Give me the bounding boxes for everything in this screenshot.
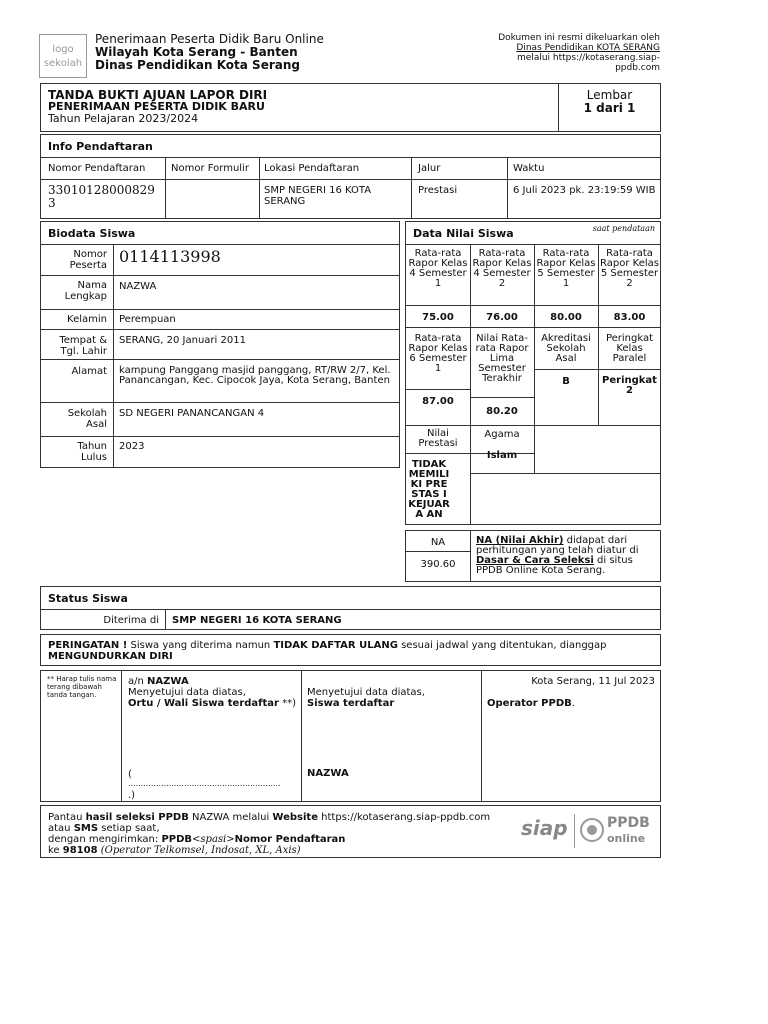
header-line1: Penerimaan Peserta Didik Baru Online bbox=[95, 32, 324, 46]
nilai-h6: Nilai Rata-rata Rapor Lima Semester Terakhir bbox=[475, 333, 529, 384]
status-section-title: Status Siswa bbox=[48, 592, 128, 605]
nilai-h1: Rata-rata Rapor Kelas 4 Semester 1 bbox=[408, 248, 468, 289]
nilai-v5: 87.00 bbox=[422, 396, 454, 407]
value-sekolah-asal: SD NEGERI PANANCANGAN 4 bbox=[119, 408, 265, 419]
na-box bbox=[405, 530, 661, 582]
nilai-v8: Peringkat 2 bbox=[602, 375, 657, 396]
status-box bbox=[40, 586, 661, 630]
nomor-pendaftaran-value: 33010128000829 3 bbox=[48, 183, 155, 210]
na-value: 390.60 bbox=[420, 559, 456, 570]
label-nama-lengkap: Nama Lengkap bbox=[64, 280, 107, 302]
info-pendaftaran-box bbox=[40, 134, 661, 219]
lembar-label: Lembar bbox=[586, 88, 633, 102]
nilai-v9: TIDAK MEMILIKI PRESTAS I KEJUARA AN bbox=[408, 459, 450, 520]
siap-logo: siap bbox=[521, 816, 568, 840]
ppdb-emblem-icon bbox=[579, 815, 605, 845]
nilai-v4: 83.00 bbox=[613, 312, 646, 323]
nilai-v10: Islam bbox=[486, 450, 518, 461]
col-waktu: Waktu bbox=[513, 163, 545, 174]
nilai-h5: Rata-rata Rapor Kelas 6 Semester 1 bbox=[408, 333, 468, 374]
label-alamat: Alamat bbox=[71, 366, 107, 377]
nilai-h2: Rata-rata Rapor Kelas 4 Semester 2 bbox=[472, 248, 532, 289]
value-nama-lengkap: NAZWA bbox=[119, 281, 157, 292]
value-kelamin: Perempuan bbox=[119, 314, 176, 325]
title-box bbox=[40, 83, 661, 132]
title-line3: Tahun Pelajaran 2023/2024 bbox=[48, 112, 199, 125]
biodata-box bbox=[40, 221, 400, 468]
value-nomor-peserta: 0114113998 bbox=[119, 247, 221, 266]
biodata-section-title: Biodata Siswa bbox=[48, 227, 136, 240]
ortu-paren-close: .) bbox=[128, 790, 136, 801]
nilai-h3: Rata-rata Rapor Kelas 5 Semester 1 bbox=[536, 248, 596, 289]
footer-box bbox=[40, 805, 661, 858]
nilai-note: saat pendataan bbox=[592, 224, 655, 233]
info-section-title: Info Pendaftaran bbox=[48, 140, 153, 153]
siswa-label: Siswa terdaftar bbox=[307, 698, 395, 709]
label-kelamin: Kelamin bbox=[67, 314, 107, 325]
nilai-h4: Rata-rata Rapor Kelas 5 Semester 2 bbox=[600, 248, 659, 289]
label-nomor-peserta: Nomor Peserta bbox=[69, 249, 107, 271]
doc-note: Dokumen ini resmi dikeluarkan oleh Dinas Pendidikan KOTA SERANG melalui https://kotaserang.siap- ppdb.com bbox=[498, 33, 660, 73]
ortu-dots: ............................................................ bbox=[128, 779, 281, 788]
na-label: NA bbox=[430, 537, 446, 548]
title-line1: TANDA BUKTI AJUAN LAPOR DIRI bbox=[48, 88, 268, 102]
an-name: a/n NAZWA bbox=[128, 676, 189, 687]
agree-siswa: Menyetujui data diatas, bbox=[307, 687, 425, 698]
signature-note: ** Harap tulis nama terang dibawah tanda tangan. bbox=[47, 675, 117, 699]
nilai-v2: 76.00 bbox=[486, 312, 518, 323]
lokasi-value: SMP NEGERI 16 KOTA SERANG bbox=[264, 185, 372, 207]
nilai-section-title: Data Nilai Siswa bbox=[413, 227, 514, 240]
nilai-h7: Akreditasi Sekolah Asal bbox=[541, 333, 591, 364]
label-tempat-tgl-lahir: Tempat & Tgl. Lahir bbox=[59, 335, 107, 357]
label-sekolah-asal: Sekolah Asal bbox=[67, 408, 107, 430]
ortu-paren-open: ( bbox=[128, 769, 132, 780]
col-lokasi: Lokasi Pendaftaran bbox=[264, 163, 360, 174]
col-nomor-formulir: Nomor Formulir bbox=[171, 163, 249, 174]
warning-text: PERINGATAN ! Siswa yang diterima namun TIDAK DAFTAR ULANG sesuai jadwal yang ditentukan, dianggap MENGUNDURKAN DIRI bbox=[48, 640, 607, 662]
lembar-value: 1 dari 1 bbox=[583, 101, 636, 115]
jalur-value: Prestasi bbox=[418, 185, 458, 196]
place-date: Kota Serang, 11 Jul 2023 bbox=[531, 676, 655, 687]
nilai-v6: 80.20 bbox=[486, 406, 518, 417]
siswa-name: NAZWA bbox=[307, 768, 349, 779]
nilai-box bbox=[405, 221, 661, 525]
nilai-v1: 75.00 bbox=[422, 312, 454, 323]
ortu-label: Ortu / Wali Siswa terdaftar **) bbox=[128, 698, 297, 709]
nilai-h9: Nilai Prestasi bbox=[418, 428, 458, 449]
value-tempat-tgl-lahir: SERANG, 20 Januari 2011 bbox=[119, 335, 246, 346]
signature-box bbox=[40, 670, 661, 802]
school-logo-placeholder bbox=[39, 34, 87, 78]
ppdb-online-logo: PPDB online bbox=[579, 813, 649, 849]
header-line3: Dinas Pendidikan Kota Serang bbox=[95, 58, 300, 72]
title-line2: PENERIMAAN PESERTA DIDIK BARU bbox=[48, 100, 265, 113]
diterima-value: SMP NEGERI 16 KOTA SERANG bbox=[172, 615, 342, 626]
nilai-h8: Peringkat Kelas Paralel bbox=[605, 333, 654, 364]
col-jalur: Jalur bbox=[418, 163, 441, 174]
footer-text: Pantau hasil seleksi PPDB NAZWA melalui Website https://kotaserang.siap-ppdb.com atau SMS setiap saat, dengan mengirimkan: PPDB<spasi>Nomor Pendaftaran ke 98108 (Operator Telkomsel, Indosat, XL, Axis) bbox=[48, 812, 491, 856]
waktu-value: 6 Juli 2023 pk. 23:19:59 WIB bbox=[513, 185, 656, 196]
header-line2: Wilayah Kota Serang - Banten bbox=[95, 45, 298, 59]
agree-ortu: Menyetujui data diatas, bbox=[128, 687, 246, 698]
value-tahun-lulus: 2023 bbox=[119, 441, 145, 452]
logo-text: logo sekolah bbox=[43, 44, 83, 69]
diterima-label: Diterima di bbox=[103, 615, 159, 626]
operator-label: Operator PPDB. bbox=[487, 698, 575, 709]
nilai-v3: 80.00 bbox=[550, 312, 582, 323]
label-tahun-lulus: Tahun Lulus bbox=[77, 441, 107, 463]
col-nomor-pendaftaran: Nomor Pendaftaran bbox=[48, 163, 146, 174]
value-alamat: kampung Panggang masjid panggang, RT/RW 2/7, Kel. Panancangan, Kec. Cipocok Jaya, Kota Serang, Banten bbox=[119, 365, 391, 386]
nilai-v7: B bbox=[562, 376, 570, 387]
nilai-h10: Agama bbox=[484, 429, 520, 440]
warning-box bbox=[40, 634, 661, 666]
na-note: NA (Nilai Akhir) didapat dari perhitungan yang telah diatur di Dasar & Cara Seleksi di situs PPDB Online Kota Serang. bbox=[476, 535, 639, 576]
